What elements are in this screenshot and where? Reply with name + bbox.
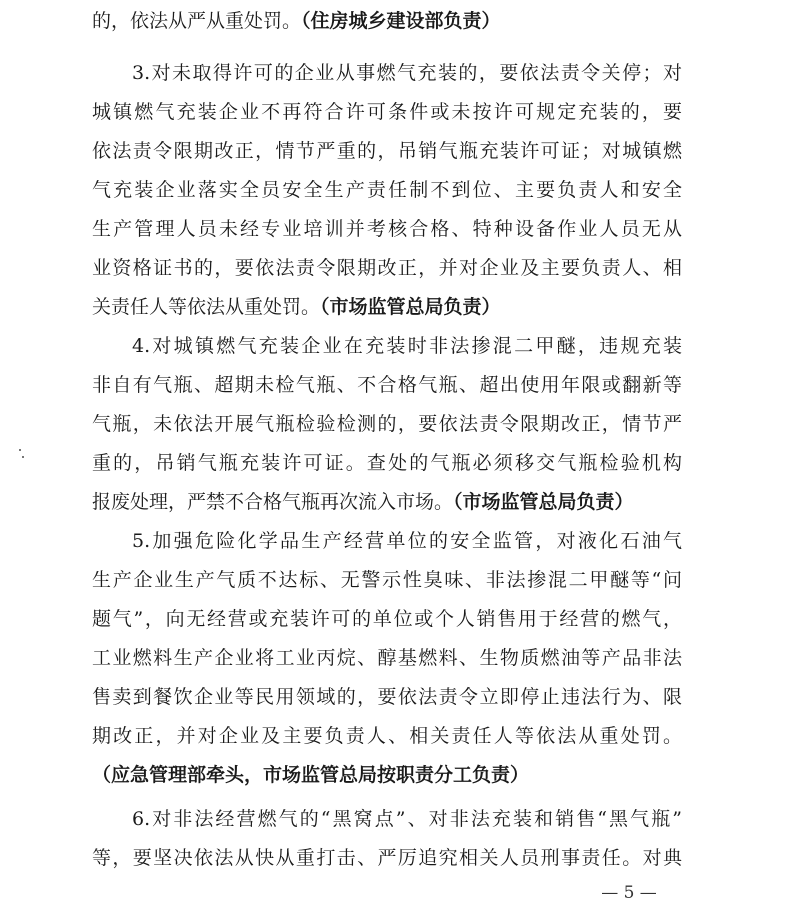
text-line: 关责任人等依法从重处罚。（市场监管总局负责） <box>92 296 501 318</box>
text-line: 依法责令限期改正，情节严重的，吊销气瓶充装许可证；对城镇燃 <box>92 140 682 162</box>
text-line: 题气”，向无经营或充装许可的单位或个人销售用于经营的燃气， <box>92 608 682 630</box>
text-line: 的，依法从严从重处罚。（住房城乡建设部负责） <box>92 10 501 32</box>
text-line: 气充装企业落实全员安全生产责任制不到位、主要负责人和安全 <box>92 179 682 201</box>
responsibility-note: （应急管理部牵头，市场监管总局按职责分工负责） <box>92 764 530 786</box>
text-line: 重的，吊销气瓶充装许可证。查处的气瓶必须移交气瓶检验机构 <box>92 452 682 474</box>
scan-artifact <box>19 449 21 451</box>
text-line: 售卖到餐饮企业等民用领域的，要依法责令立即停止违法行为、限 <box>92 686 682 708</box>
responsibility-note: （住房城乡建设部负责） <box>301 10 501 32</box>
text-line: 生产企业生产气质不达标、无警示性臭味、非法掺混二甲醚等“问 <box>92 569 682 591</box>
text-line: 期改正，并对企业及主要负责人、相关责任人等依法从重处罚。 <box>92 725 682 747</box>
responsibility-note: （市场监管总局负责） <box>453 491 634 513</box>
text-line: 等，要坚决依法从快从重打击、严厉追究相关人员刑事责任。对典 <box>92 847 682 869</box>
text-line: 非自有气瓶、超期未检气瓶、不合格气瓶、超出使用年限或翻新等 <box>92 374 682 396</box>
text-line: 气瓶，未依法开展气瓶检验检测的，要依法责令限期改正，情节严 <box>92 413 682 435</box>
text-line <box>92 763 682 787</box>
paragraph-5-start: 5.加强危险化学品生产经营单位的安全监管，对液化石油气 <box>132 530 682 552</box>
scan-artifact <box>22 456 24 458</box>
responsibility-note: （市场监管总局负责） <box>320 296 501 318</box>
paragraph-6-start: 6.对非法经营燃气的“黑窝点”、对非法充装和销售“黑气瓶” <box>132 808 682 830</box>
text-line: 报废处理，严禁不合格气瓶再次流入市场。（市场监管总局负责） <box>92 491 634 513</box>
text-line: 生产管理人员未经专业培训并考核合格、特种设备作业人员无从 <box>92 218 682 240</box>
text-line: 业资格证书的，要依法责令限期改正，并对企业及主要负责人、相 <box>92 257 682 279</box>
text-line: 城镇燃气充装企业不再符合许可条件或未按许可规定充装的，要 <box>92 101 682 123</box>
text-line: 工业燃料生产企业将工业丙烷、醇基燃料、生物质燃油等产品非法 <box>92 647 682 669</box>
page-number: — 5 — <box>601 883 657 903</box>
paragraph-4-start: 4.对城镇燃气充装企业在充装时非法掺混二甲醚，违规充装 <box>132 335 682 357</box>
paragraph-3-start: 3.对未取得许可的企业从事燃气充装的，要依法责令关停；对 <box>132 62 682 84</box>
